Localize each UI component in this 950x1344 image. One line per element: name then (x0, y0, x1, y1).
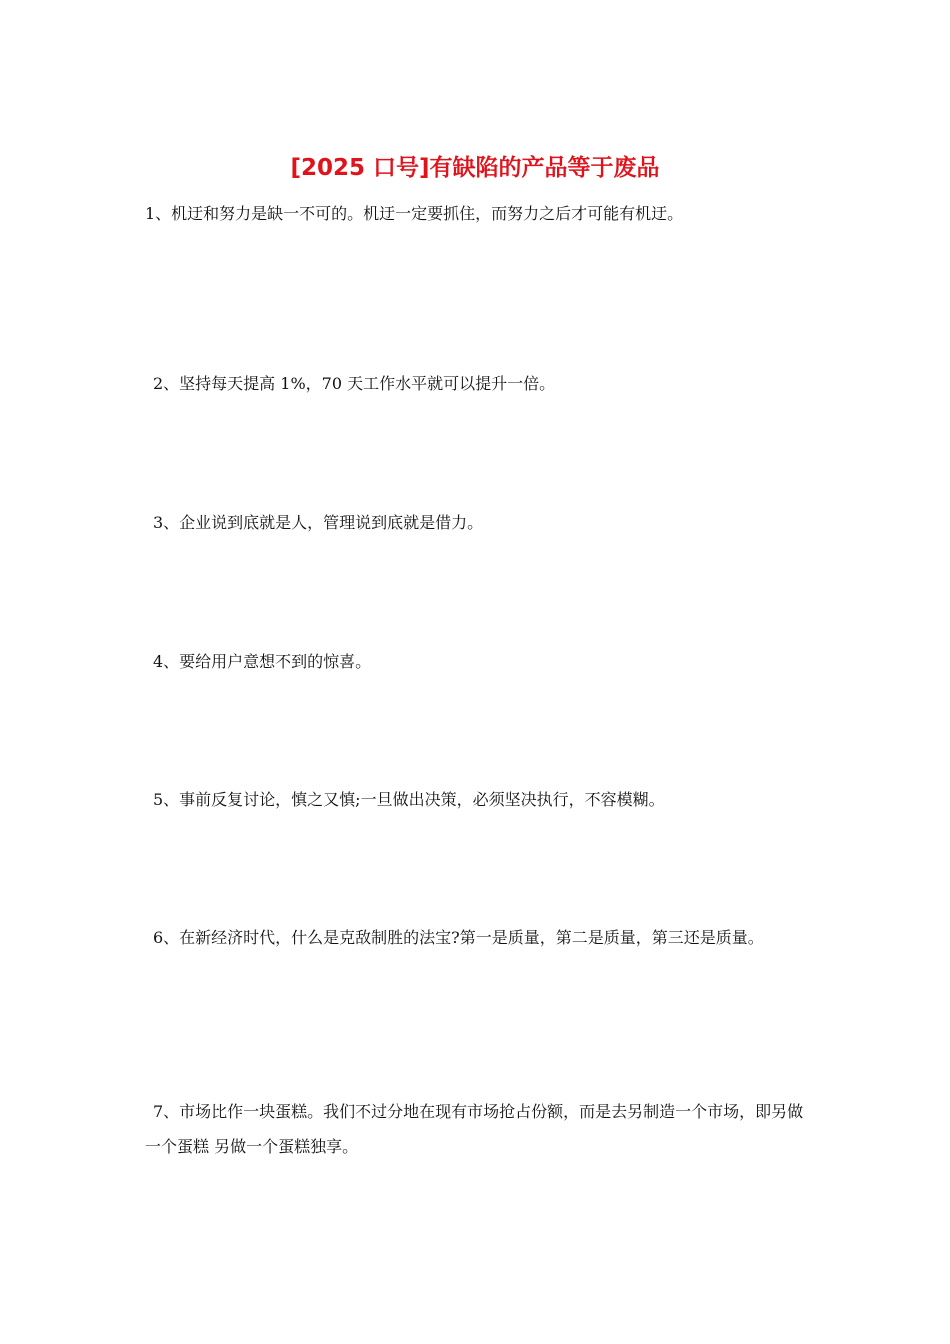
slogan-item-5: 5、事前反复讨论，慎之又慎;一旦做出决策，必须坚决执行，不容模糊。 (153, 790, 665, 809)
page-title: [2025 口号]有缺陷的产品等于废品 (290, 155, 660, 181)
slogan-item-2: 2、坚持每天提高 1%，70 天工作水平就可以提升一倍。 (153, 374, 556, 393)
slogan-item-7: 7、市场比作一块蛋糕。我们不过分地在现有市场抢占份额，而是去另制造一个市场，即另做一个蛋糕 另做一个蛋糕独享。 (145, 1102, 804, 1156)
slogan-item-6: 6、在新经济时代，什么是克敌制胜的法宝?第一是质量，第二是质量，第三还是质量。 (153, 928, 764, 947)
slogan-item-4: 4、要给用户意想不到的惊喜。 (153, 652, 372, 671)
slogan-item-3: 3、企业说到底就是人，管理说到底就是借力。 (153, 513, 484, 532)
slogan-item-1: 1、机迂和努力是缺一不可的。机迂一定要抓住，而努力之后才可能有机迂。 (145, 204, 684, 223)
